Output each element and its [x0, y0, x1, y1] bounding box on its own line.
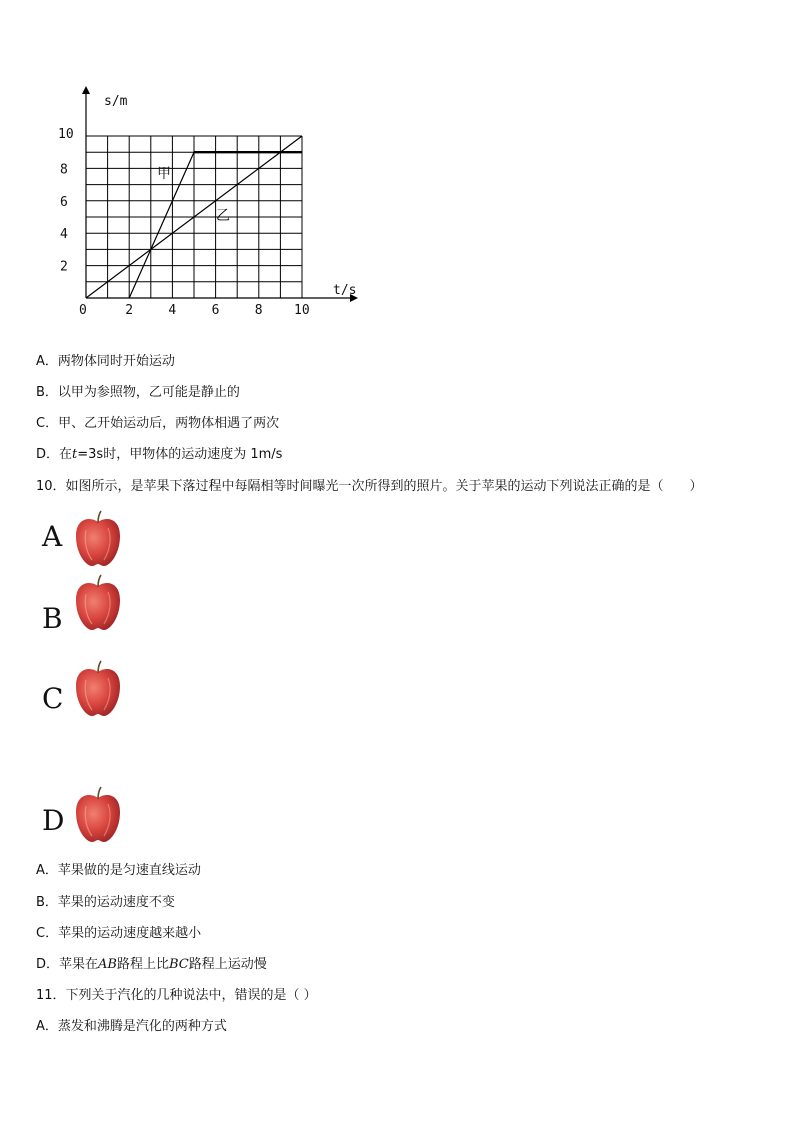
x-axis-label: t/s: [333, 283, 357, 298]
q9-option-d: D．在t=3s时，甲物体的运动速度为 1m/s: [36, 447, 283, 462]
x-tick-label: 10: [294, 303, 310, 318]
apple-icon: [72, 574, 124, 632]
q10-option-c: C．苹果的运动速度越来越小: [36, 926, 202, 941]
apple-icon: [72, 660, 124, 718]
y-axis-arrow: [82, 86, 90, 94]
x-tick-label: 8: [254, 303, 263, 318]
y-axis-label: s/m: [104, 94, 128, 109]
apple-icon: [72, 786, 124, 844]
x-tick-label: 4: [168, 303, 177, 318]
q9-option-b: B．以甲为参照物，乙可能是静止的: [36, 385, 240, 400]
apple-position-label: A: [42, 520, 63, 553]
q10-option-b: B．苹果的运动速度不变: [36, 895, 175, 910]
q11-option-a: A．蒸发和沸腾是汽化的两种方式: [36, 1019, 227, 1034]
x-tick-label: 0: [79, 303, 87, 318]
q10-option-d: D．苹果在AB路程上比BC路程上运动慢: [36, 957, 267, 972]
y-tick-label: 4: [60, 227, 68, 243]
q9-option-a: A．两物体同时开始运动: [36, 354, 175, 369]
st-graph: [50, 82, 370, 322]
y-tick-label: 8: [60, 162, 68, 178]
apple-icon: [72, 510, 124, 568]
apple-position-label: B: [42, 602, 63, 635]
y-tick-label: 10: [58, 127, 74, 142]
series-label-jia: 甲: [157, 166, 171, 182]
y-tick-label: 2: [60, 259, 68, 275]
q9-option-c: C．甲、乙开始运动后，两物体相遇了两次: [36, 416, 280, 431]
q10-option-a: A．苹果做的是匀速直线运动: [36, 863, 201, 878]
q10-stem: 10．如图所示，是苹果下落过程中每隔相等时间曝光一次所得到的照片。关于苹果的运动下列说法正确的是（ ）: [36, 479, 703, 494]
series-label-yi: 乙: [216, 208, 230, 224]
x-tick-label: 2: [125, 303, 134, 318]
q11-stem: 11．下列关于汽化的几种说法中，错误的是（ ）: [36, 988, 317, 1003]
graph-ticks: [58, 127, 310, 318]
x-tick-label: 6: [211, 303, 220, 318]
y-tick-label: 6: [60, 194, 68, 210]
apple-position-label: C: [42, 682, 64, 715]
apple-position-label: D: [42, 804, 65, 837]
